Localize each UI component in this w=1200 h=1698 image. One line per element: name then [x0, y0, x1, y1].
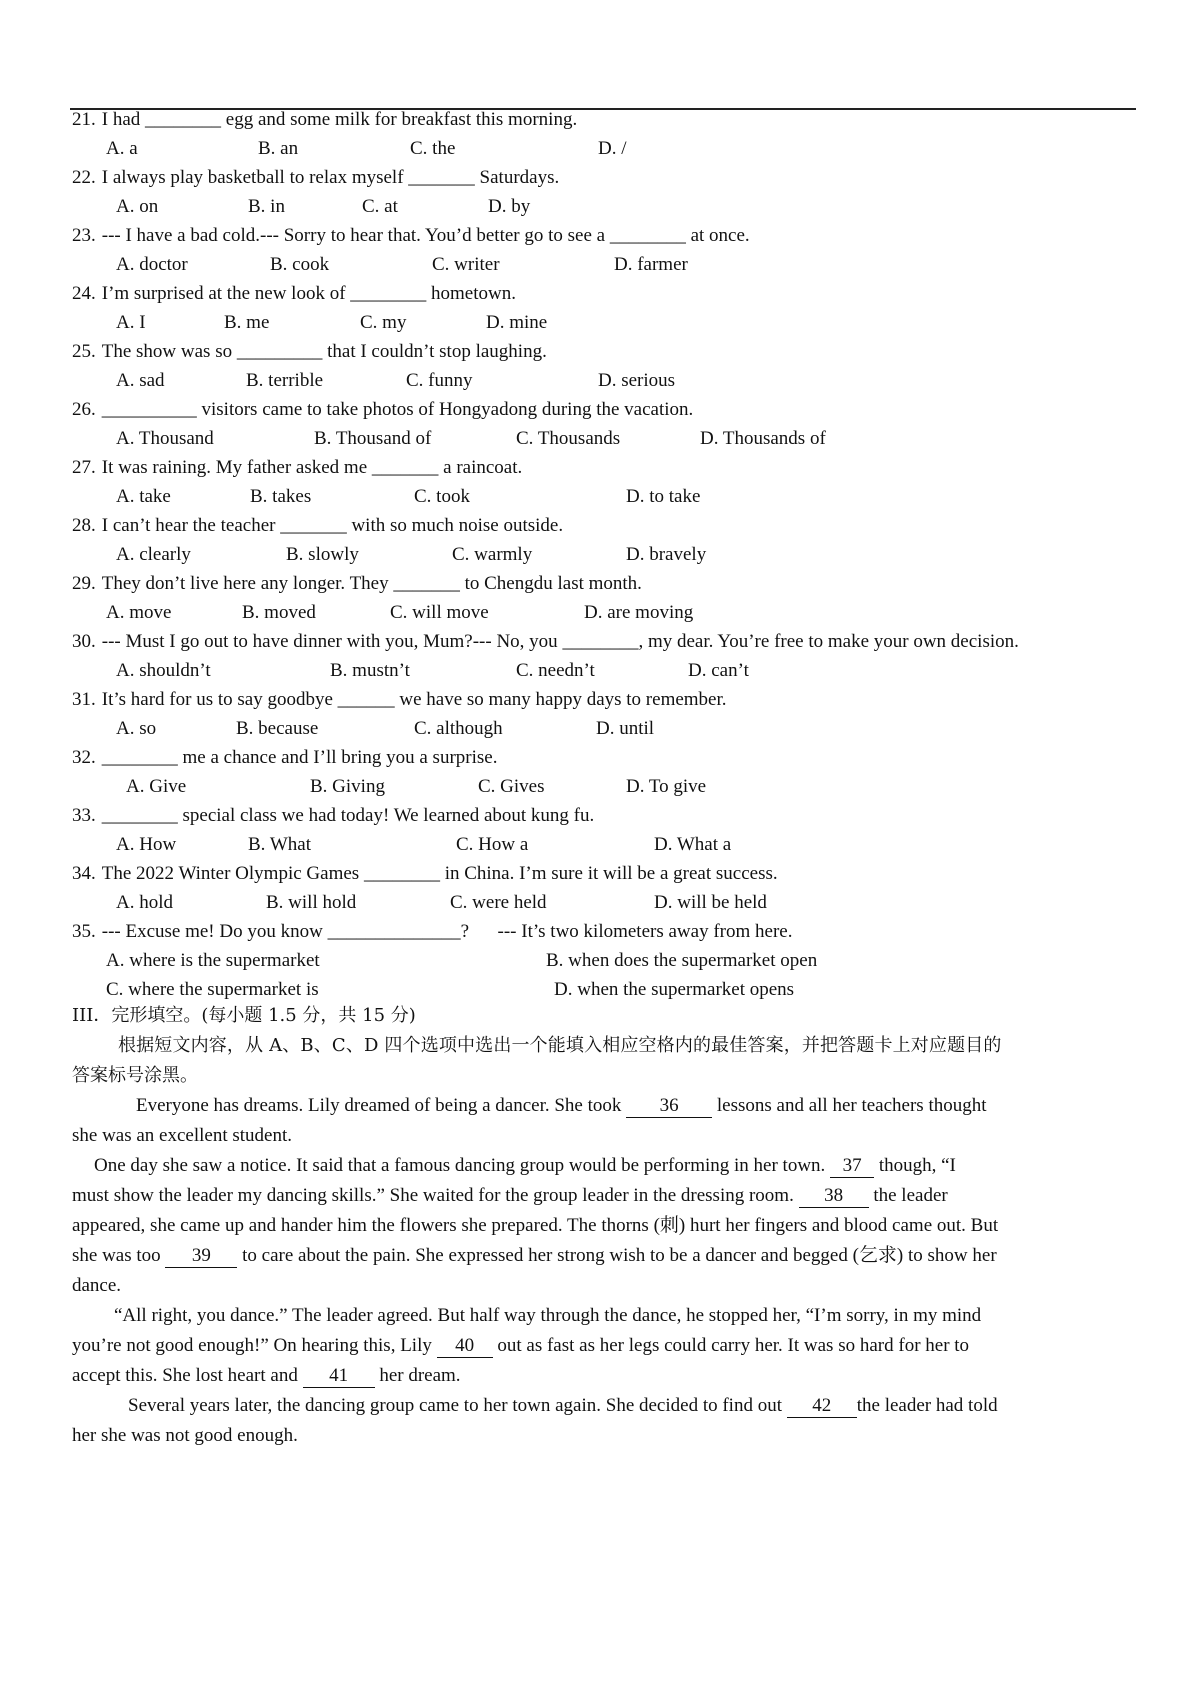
option-d: D. when the supermarket opens — [554, 979, 795, 1000]
passage-text: lessons and all her teachers thought — [712, 1095, 987, 1116]
question-blank: ________ — [145, 109, 222, 130]
passage-text: you’re not good enough!” On hearing this, Lily — [72, 1335, 437, 1356]
option-a: A. Thousand — [116, 428, 214, 449]
passage-line — [72, 1364, 461, 1388]
blank-39: 39 — [165, 1245, 237, 1268]
question-blank: ______ — [337, 689, 395, 710]
blank-41: 41 — [303, 1365, 375, 1388]
option-b: B. terrible — [246, 370, 324, 391]
question-text: The show was so — [101, 341, 237, 362]
question-text: I always play basketball to relax myself — [101, 167, 409, 188]
question-stem — [72, 108, 577, 132]
passage-text: though, “I — [874, 1155, 956, 1176]
option-a: A. a — [106, 138, 138, 159]
option-b: B. in — [248, 196, 285, 217]
question-number: 21. — [72, 109, 96, 130]
option-c: C. will move — [390, 602, 489, 623]
question-text: with so much noise outside. — [346, 515, 564, 536]
blank-36: 36 — [626, 1095, 712, 1118]
question-number: 23. — [72, 225, 96, 246]
option-c: C. Thousands — [516, 428, 621, 449]
question-text: --- Must I go out to have dinner with you, Mum?--- No, you — [101, 631, 563, 652]
question-text: a raincoat. — [438, 457, 523, 478]
question-number: 27. — [72, 457, 96, 478]
option-b: B. me — [224, 312, 270, 333]
option-c: C. my — [360, 312, 407, 333]
passage-text: to care about the pain. She expressed her strong wish to be a dancer and begged (乞求) to show her — [237, 1245, 997, 1266]
passage-line — [72, 1334, 969, 1358]
question-number: 22. — [72, 167, 96, 188]
passage-line — [136, 1094, 987, 1118]
question-number: 35. — [72, 921, 96, 942]
question-number: 32. — [72, 747, 96, 768]
question-blank: _______ — [408, 167, 475, 188]
question-stem — [72, 746, 497, 770]
option-a: A. where is the supermarket — [106, 950, 320, 971]
option-a: A. shouldn’t — [116, 660, 211, 681]
question-text: we have so many happy days to remember. — [394, 689, 727, 710]
question-stem — [72, 282, 516, 306]
question-text: visitors came to take photos of Hongyadong during the vacation. — [196, 399, 694, 420]
passage-text: One day she saw a notice. It said that a famous dancing group would be performing in her town. — [94, 1155, 831, 1176]
question-text: It was raining. My father asked me — [101, 457, 372, 478]
passage-text: Everyone has dreams. Lily dreamed of being a dancer. She took — [136, 1095, 627, 1116]
option-b: B. slowly — [286, 544, 359, 565]
question-blank: ________ — [562, 631, 639, 652]
option-d: D. to take — [626, 486, 701, 507]
question-blank: ________ — [363, 863, 440, 884]
question-blank: _______ — [393, 573, 460, 594]
option-b: B. Thousand of — [314, 428, 432, 449]
question-blank: ________ — [101, 747, 178, 768]
question-text: I had — [101, 109, 146, 130]
question-text: --- I have a bad cold.--- Sorry to hear that. You’d better go to see a — [101, 225, 610, 246]
question-blank: ______________ — [327, 921, 461, 942]
question-text: special class we had today! We learned about kung fu. — [177, 805, 595, 826]
question-number: 30. — [72, 631, 96, 652]
question-stem — [72, 630, 1019, 654]
passage-line — [72, 1184, 948, 1208]
question-text: I’m surprised at the new look of — [101, 283, 351, 304]
question-blank: __________ — [101, 399, 197, 420]
blank-40: 40 — [437, 1335, 493, 1358]
question-text: Saturdays. — [474, 167, 560, 188]
question-text: ? --- It’s two kilometers away from here. — [460, 921, 793, 942]
option-d: D. serious — [598, 370, 676, 391]
question-text: --- Excuse me! Do you know — [101, 921, 328, 942]
option-a: A. sad — [116, 370, 165, 391]
passage-text: the leader — [868, 1185, 948, 1206]
question-stem — [72, 572, 642, 596]
option-c: C. although — [414, 718, 503, 739]
passage-text: out as fast as her legs could carry her. It was so hard for her to — [492, 1335, 970, 1356]
option-c: C. took — [414, 486, 470, 507]
option-a: A. so — [116, 718, 157, 739]
question-blank: ________ — [609, 225, 686, 246]
option-b: B. takes — [250, 486, 312, 507]
option-d: D. To give — [626, 776, 707, 797]
option-d: D. farmer — [614, 254, 688, 275]
option-b: B. mustn’t — [330, 660, 410, 681]
passage-line: she was an excellent student. — [72, 1125, 293, 1146]
question-text: I can’t hear the teacher — [101, 515, 281, 536]
option-c: C. were held — [450, 892, 547, 913]
question-stem — [72, 688, 727, 712]
option-b: B. when does the supermarket open — [546, 950, 818, 971]
option-a: A. clearly — [116, 544, 191, 565]
section-instruction-line2: 答案标号涂黑。 — [72, 1065, 198, 1086]
option-d: D. are moving — [584, 602, 694, 623]
passage-line: her she was not good enough. — [72, 1425, 298, 1446]
option-a: A. How — [116, 834, 177, 855]
option-b: B. will hold — [266, 892, 357, 913]
option-c: C. needn’t — [516, 660, 595, 681]
question-number: 34. — [72, 863, 96, 884]
question-stem — [72, 166, 559, 190]
passage-line — [94, 1154, 956, 1178]
question-number: 28. — [72, 515, 96, 536]
question-text: hometown. — [426, 283, 516, 304]
question-number: 25. — [72, 341, 96, 362]
blank-38: 38 — [799, 1185, 869, 1208]
option-d: D. bravely — [626, 544, 707, 565]
option-a: A. take — [116, 486, 171, 507]
option-b: B. an — [258, 138, 299, 159]
option-a: A. on — [116, 196, 159, 217]
option-d: D. Thousands of — [700, 428, 826, 449]
question-blank: ________ — [350, 283, 427, 304]
question-stem — [72, 456, 522, 480]
option-a: A. hold — [116, 892, 173, 913]
option-a: A. move — [106, 602, 172, 623]
option-c: C. writer — [432, 254, 500, 275]
passage-line: appeared, she came up and hander him the flowers she prepared. The thorns (刺) hurt her fingers and blood came out. But — [72, 1215, 999, 1236]
option-d: D. until — [596, 718, 655, 739]
passage-text: accept this. She lost heart and — [72, 1365, 303, 1386]
option-d: D. by — [488, 196, 531, 217]
option-b: B. What — [248, 834, 311, 855]
blank-37: 37 — [830, 1155, 874, 1178]
option-d: D. What a — [654, 834, 732, 855]
option-c: C. the — [410, 138, 456, 159]
passage-line: “All right, you dance.” The leader agreed. But half way through the dance, he stopped her, “I’m sorry, in my mind — [114, 1305, 982, 1326]
question-blank: ________ — [101, 805, 178, 826]
passage-line: dance. — [72, 1275, 122, 1296]
question-stem — [72, 804, 594, 828]
option-b: B. Giving — [310, 776, 385, 797]
question-number: 24. — [72, 283, 96, 304]
question-stem — [72, 514, 563, 538]
option-c: C. at — [362, 196, 398, 217]
question-number: 26. — [72, 399, 96, 420]
question-number: 29. — [72, 573, 96, 594]
question-stem — [72, 224, 750, 248]
option-b: B. moved — [242, 602, 316, 623]
option-d: D. / — [598, 138, 627, 159]
option-c: C. where the supermarket is — [106, 979, 319, 1000]
question-stem — [72, 340, 547, 364]
option-b: B. cook — [270, 254, 330, 275]
passage-line — [128, 1394, 998, 1418]
question-stem — [72, 920, 792, 944]
question-text: , my dear. You’re free to make your own decision. — [638, 631, 1019, 652]
option-d: D. will be held — [654, 892, 767, 913]
question-stem — [72, 862, 778, 886]
passage-line — [72, 1244, 997, 1268]
passage-text: must show the leader my dancing skills.” She waited for the group leader in the dressing room. — [72, 1185, 799, 1206]
blank-42: 42 — [787, 1395, 857, 1418]
option-b: B. because — [236, 718, 319, 739]
option-a: A. doctor — [116, 254, 188, 275]
question-number: 33. — [72, 805, 96, 826]
question-text: The 2022 Winter Olympic Games — [101, 863, 364, 884]
question-text: egg and some milk for breakfast this morning. — [221, 109, 578, 130]
question-text: They don’t live here any longer. They — [101, 573, 394, 594]
question-text: me a chance and I’ll bring you a surprise. — [177, 747, 498, 768]
option-c: C. Gives — [478, 776, 545, 797]
option-a: A. Give — [126, 776, 187, 797]
question-text: that I couldn’t stop laughing. — [322, 341, 547, 362]
passage-text: her dream. — [374, 1365, 461, 1386]
option-c: C. How a — [456, 834, 529, 855]
question-stem — [72, 398, 693, 422]
passage-text: Several years later, the dancing group came to her town again. She decided to find out — [128, 1395, 787, 1416]
option-d: D. mine — [486, 312, 548, 333]
question-blank: _______ — [280, 515, 347, 536]
question-text: in China. I’m sure it will be a great success. — [439, 863, 778, 884]
option-d: D. can’t — [688, 660, 749, 681]
question-text: at once. — [685, 225, 750, 246]
section-heading: III．完形填空。(每小题 1.5 分，共 15 分) — [72, 1005, 416, 1026]
question-blank: _________ — [236, 341, 323, 362]
option-c: C. warmly — [452, 544, 533, 565]
question-number: 31. — [72, 689, 96, 710]
question-text: to Chengdu last month. — [459, 573, 642, 594]
passage-text: the leader had told — [856, 1395, 998, 1416]
section-instruction-line1: 根据短文内容，从 A、B、C、D 四个选项中选出一个能填入相应空格内的最佳答案，并把答题卡上对应题目的 — [118, 1035, 1002, 1056]
question-text: It’s hard for us to say goodbye — [101, 689, 338, 710]
question-blank: _______ — [371, 457, 439, 478]
option-a: A. I — [116, 312, 146, 333]
passage-text: she was too — [72, 1245, 166, 1266]
option-c: C. funny — [406, 370, 473, 391]
